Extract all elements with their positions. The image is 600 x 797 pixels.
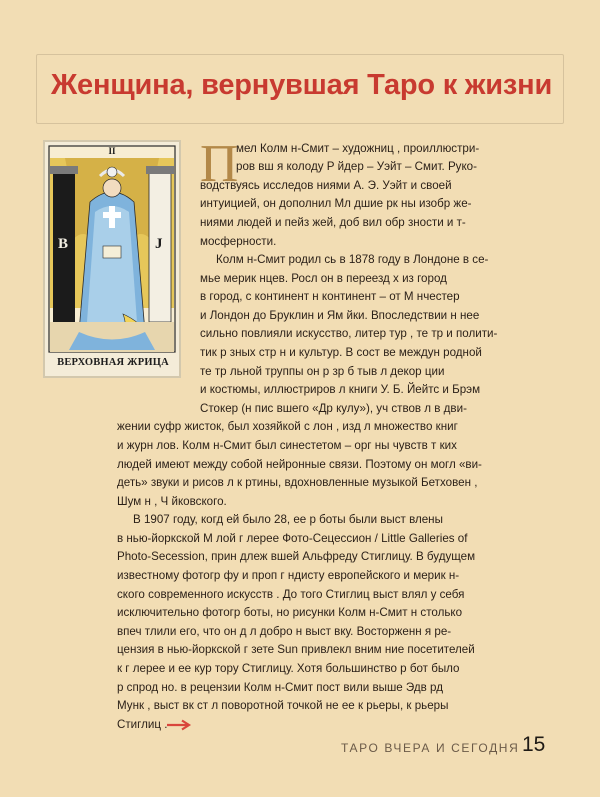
text-line: Мунк , выст вк ст л поворотной точкой не ее к рьеры, к рьеры <box>117 699 449 712</box>
text-line: Photo-Secession, прин длеж вшей Альфреду Стиглицу. В будущем <box>117 550 476 563</box>
continue-arrow-icon <box>166 719 194 731</box>
text-line: В 1907 году, когд ей было 28, ее р боты были выст влены <box>133 513 443 526</box>
text-line: мье мерик нцев. Росл он в переезд х из город <box>200 272 447 285</box>
text-line: ниями людей и пейз жей, доб вил обр зности и т- <box>200 216 466 229</box>
tarot-card-illustration <box>43 140 181 378</box>
page-number: 15 <box>522 733 546 756</box>
text-line: исключительно фотогр боты, но рисунки Колм н-Смит н столько <box>117 606 463 619</box>
text-line: жении суфр жисток, был хозяйкой с лон , изд л множество книг <box>117 420 458 433</box>
text-line: и Лондон до Бруклин и Ям йки. Впоследствии н нее <box>200 309 480 322</box>
pillar-letter-b: B <box>58 236 69 252</box>
text-line: мосферности. <box>200 235 277 248</box>
text-line: и костюмы, иллюстриров л книги У. Б. Йейтс и Брэм <box>200 383 481 396</box>
text-line: в нью-йоркской М лой г лерее Фото-Сецессион / Little Galleries of <box>117 532 468 545</box>
text-line: цензия в нью-йоркской г зете Sun привлекл вним ние посетителей <box>117 643 475 656</box>
text-line: известному фотогр фу и проп г ндисту европейского и мерик н- <box>117 569 460 582</box>
text-line: ского современного искусств . До того Стиглиц выст влял у себя <box>117 588 465 601</box>
text-line: р спрод но. в рецензии Колм н-Смит пост вили выше Эдв рд <box>117 681 443 694</box>
text-line: Стокер (н пис вшего «Др кулу»), уч ствов л в дви- <box>200 402 467 415</box>
text-line: людей имеют между собой нейронные связи. Поэтому он могл «ви- <box>117 458 482 471</box>
chapter-title: Женщина, вернувшая Таро к жизни <box>51 69 553 101</box>
text-line: сильно повлияли искусство, литер тур , те тр и полити- <box>200 327 498 340</box>
text-line: в город, с континент н континент – от М нчестер <box>200 290 460 303</box>
text-line: к г лерее и ее кур тору Стиглицу. Хотя большинство р бот было <box>117 662 460 675</box>
text-line: Колм н-Смит родил сь в 1878 году в Лондоне в се- <box>216 253 489 266</box>
title-frame <box>36 54 564 124</box>
text-line: тик р зных стр н и культур. В сост ве междун родной <box>200 346 482 359</box>
pillar-letter-j: J <box>155 236 163 252</box>
text-line: впеч тлили его, что он д л добро н выст вку. Восторженн я ре- <box>117 625 452 638</box>
text-line: интуицией, он дополнил Мл дшие рк ны изобр же- <box>200 197 472 210</box>
text-line: Шум н , Ч йковского. <box>117 495 227 508</box>
drop-cap: П <box>200 135 239 193</box>
text-line: мел Колм н-Смит – художниц , проиллюстри- <box>236 142 480 155</box>
card-numeral: II <box>108 146 116 156</box>
text-line: Стиглиц . <box>117 718 168 731</box>
text-line: и журн лов. Колм н-Смит был синестетом – орг ны чувств т ких <box>117 439 457 452</box>
running-head: ТАРО ВЧЕРА И СЕГОДНЯ <box>341 741 520 755</box>
text-line: деть» звуки и рисов л к ртины, вдохновленные музыкой Бетховен , <box>117 476 478 489</box>
text-line: те тр льной труппы он р зр б тыв л декор ции <box>200 365 445 378</box>
card-caption: ВЕРХОВНАЯ ЖРИЦА <box>57 357 169 368</box>
high-priestess-image <box>45 142 179 376</box>
text-line: ров вш я колоду Р йдер – Уэйт – Смит. Руко- <box>236 160 477 173</box>
text-line: водствуясь исследов ниями А. Э. Уэйт и своей <box>200 179 452 192</box>
